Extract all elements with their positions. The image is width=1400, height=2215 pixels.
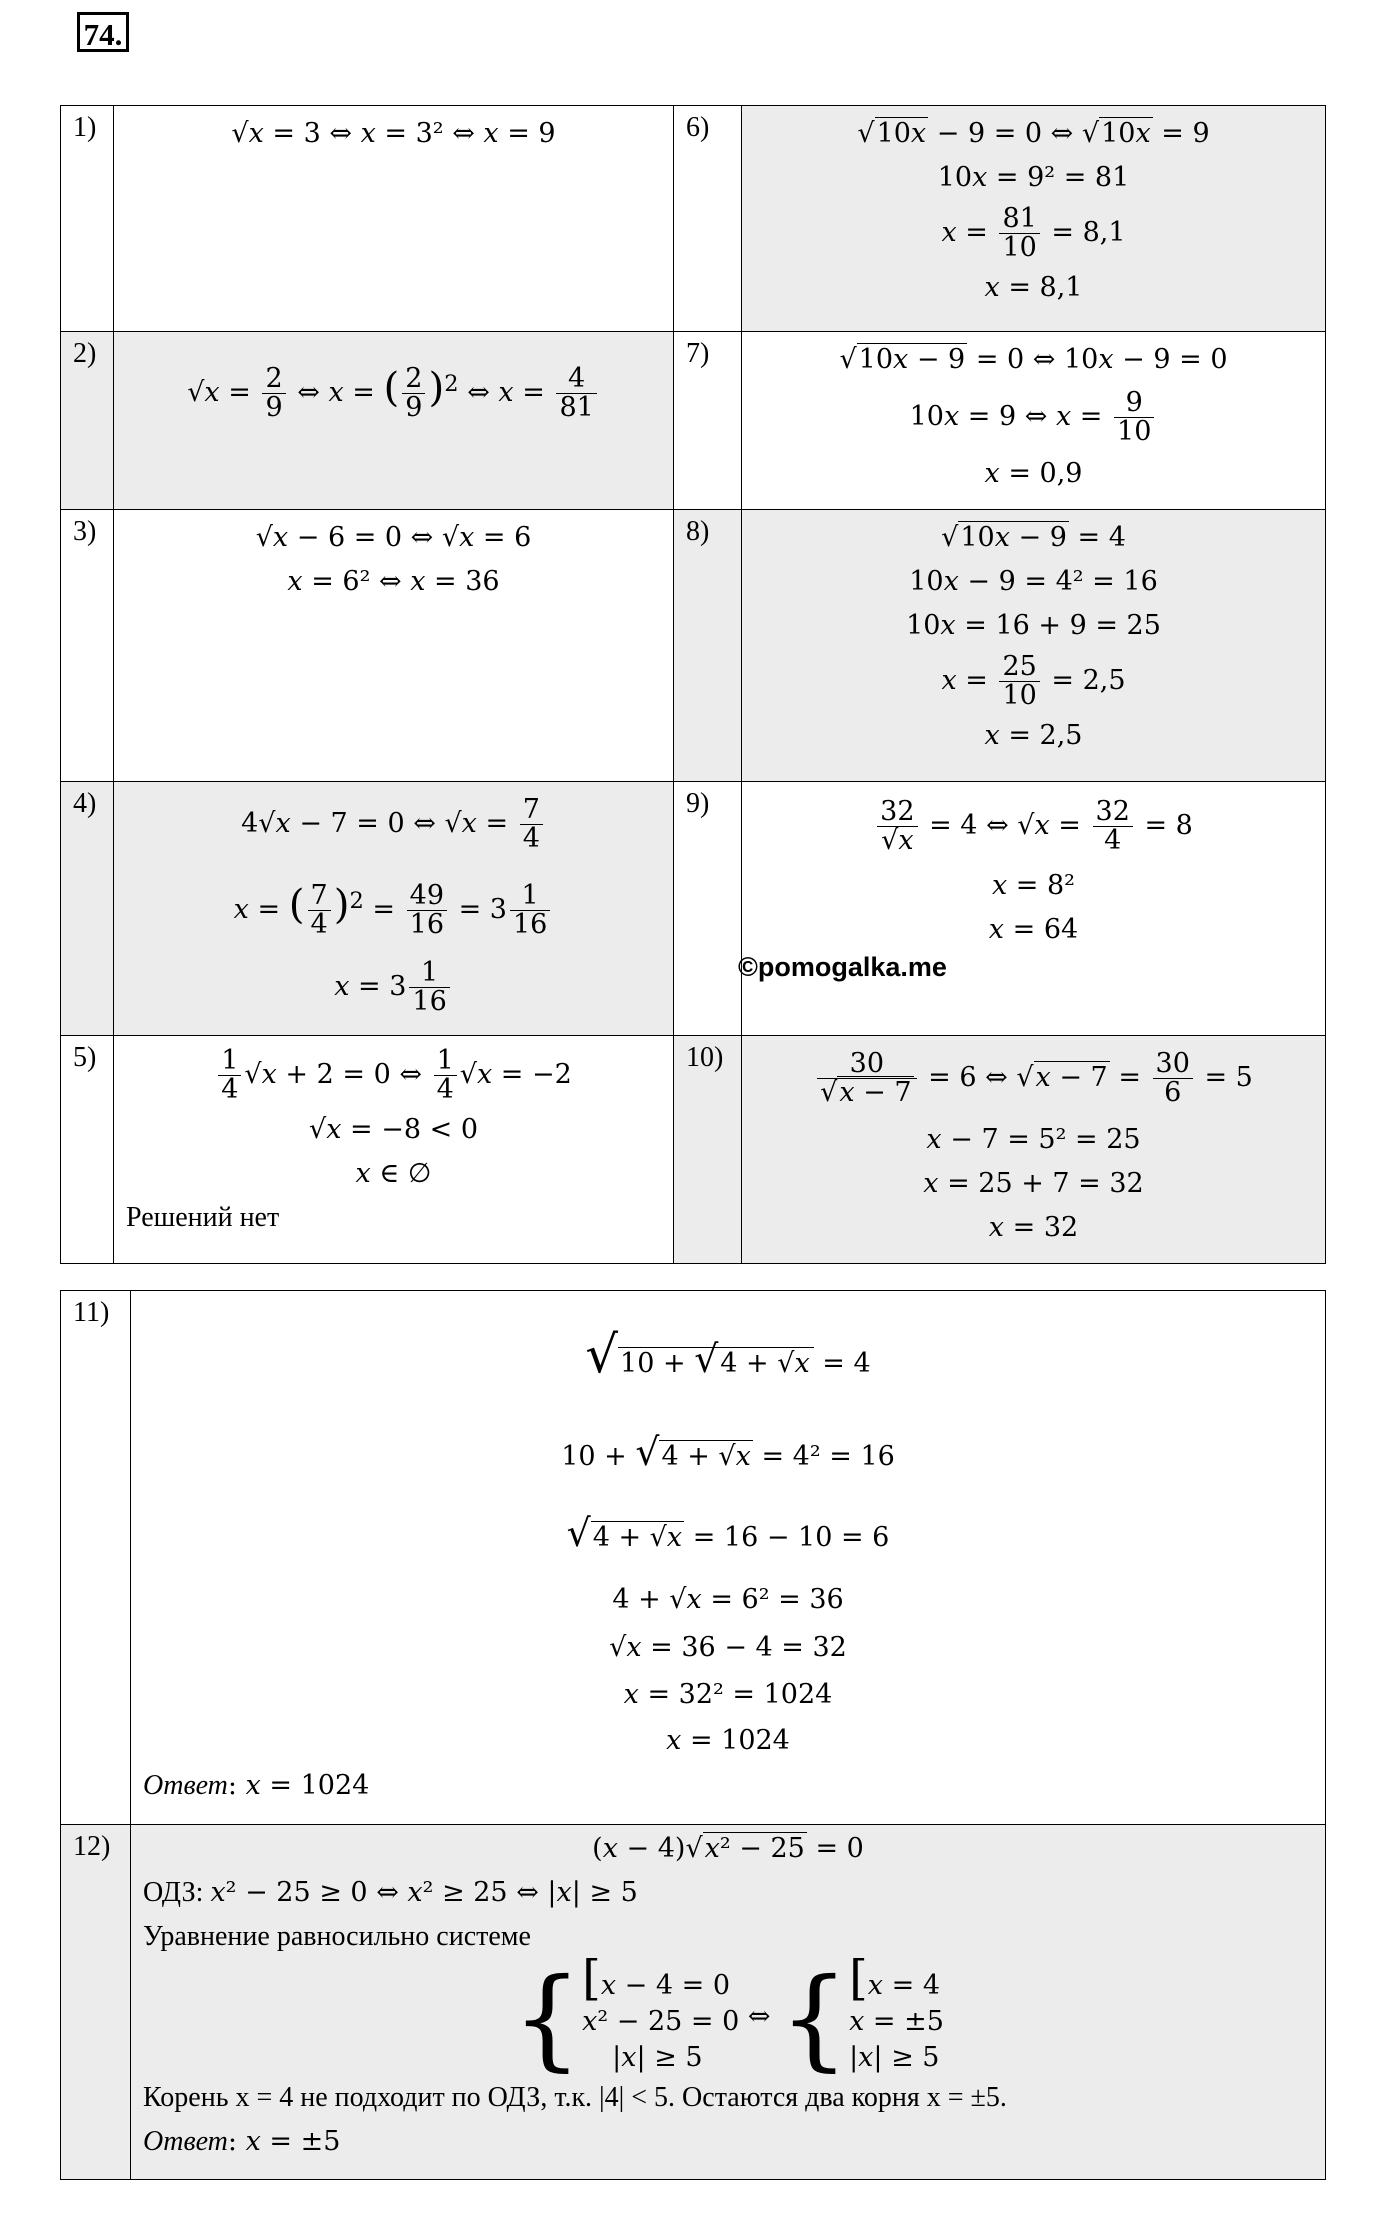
solution-7: √10x − 9 = 0 ⇔ 10x − 9 = 0 10x = 9 ⇔ x = $\frac{9}{10}$ x = 0,9 [742,332,1326,510]
solution-8: √10x − 9 = 4 10x − 9 = 4² = 16 10x = 16 + 9 = 25 x = $\frac{25}{10}$ = 2,5 x = 2,5 [742,510,1326,782]
item-number: 12) [61,1825,131,2180]
solution-1: √x = 3 ⇔ x = 3² ⇔ x = 9 [114,106,674,332]
solution-9: $\frac{32}{√x}$ = 4 ⇔ √x = $\frac{32}{4}$ = 8 x = 8² x = 64 [742,782,1326,1036]
watermark: ©pomogalka.me [738,952,947,982]
solution-6: √10x − 9 = 0 ⇔ √10x = 9 10x = 9² = 81 x = $\frac{81}{10}$ = 8,1 x = 8,1 [742,106,1326,332]
solution-11: √10 + √4 + √x = 4 10 + √4 + √x = 4² = 16 √4 + √x = 16 − 10 = 6 4 + √x = 6² = 36 √x = 36 − 4 = 32 x = 32² = 1024 x = 1024 Ответ: x = 1024 [131,1291,1326,1825]
answer-label: Ответ [143,1770,228,1801]
item-number: 11) [61,1291,131,1825]
solution-3: √x − 6 = 0 ⇔ √x = 6 x = 6² ⇔ x = 36 [114,510,674,782]
solution-2: √x = $\frac{2}{9}$ ⇔ x = ( $\frac{2}{9}$ )$^2$ ⇔ x = $\frac{4}{81}$ [114,332,674,510]
no-solutions-text: Решений нет [126,1202,280,1233]
item-number: 9) [674,782,742,1036]
item-number: 10) [674,1036,742,1264]
item-number: 2) [61,332,114,510]
solution-4: 4√x − 7 = 0 ⇔ √x = $\frac{7}{4}$ x = ( $\frac{7}{4}$ )$^2$ = $\frac{49}{16}$ = 3 $\frac{1}{16}$ x = 3 $\frac{1}{16}$ [114,782,674,1036]
solutions-table-1-10 [60,105,1326,1264]
solution-5: $\frac{1}{4}$ √x + 2 = 0 ⇔ $\frac{1}{4}$ √x = −2 √x = −8 < 0 x ∈ ∅ Решений нет [114,1036,674,1264]
item-number: 3) [61,510,114,782]
item-number: 4) [61,782,114,1036]
equivalent-system-text: Уравнение равносильно системе [143,1921,531,1952]
item-number: 8) [674,510,742,782]
item-number: 1) [61,106,114,332]
answer-label: Ответ [143,2125,228,2157]
item-number: 6) [674,106,742,332]
item-number: 5) [61,1036,114,1264]
problem-number: 74. [77,12,129,52]
solutions-table-11-12 [60,1290,1326,2180]
solution-12: (x − 4)√x² − 25 = 0 ОДЗ: x² − 25 ≥ 0 ⇔ x² ≥ 25 ⇔ |x| ≥ 5 Уравнение равносильно системе { [x − 4 = 0 x² − 25 = 0 |x| ≥ 5 ⇔ { [x = 4 x = ±5 |x| ≥ 5 Корень x = 4 не подходит по ОДЗ, т.к. |4| < 5. Остаются два корня x = ±5. Ответ: x = ±5 [131,1825,1326,2180]
odz-label: ОДЗ: [143,1877,204,1908]
root-note-text: Корень x = 4 не подходит по ОДЗ, т.к. |4| < 5. Остаются два корня x = ±5. [143,2081,1007,2113]
solution-10: $\frac{30}{√x - 7}$ = 6 ⇔ √x − 7 = $\frac{30}{6}$ = 5 x − 7 = 5² = 25 x = 25 + 7 = 32 x = 32 [742,1036,1326,1264]
item-number: 7) [674,332,742,510]
